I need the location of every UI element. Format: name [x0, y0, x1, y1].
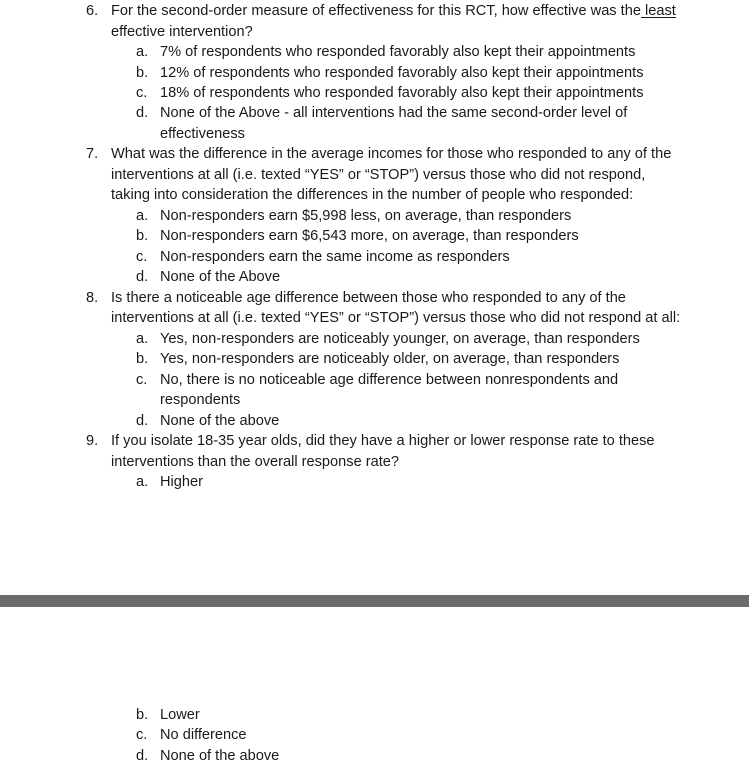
- option-text: None of the above: [160, 413, 280, 429]
- option-letter: c.: [136, 372, 148, 388]
- question-number: 6.: [86, 3, 99, 19]
- option-text: None of the Above: [160, 269, 281, 285]
- document-page-bottom: [0, 607, 749, 768]
- option-letter: b.: [136, 65, 149, 81]
- option-text: Yes, non-responders are noticeably older, on average, than responders: [160, 351, 620, 367]
- option-letter: c.: [136, 727, 148, 743]
- page-break-divider: [0, 595, 749, 607]
- option-text: None of the above: [160, 748, 280, 764]
- option-text: No, there is no noticeable age difference between nonrespondents and: [160, 372, 619, 388]
- option-letter: d.: [136, 748, 149, 764]
- question-text-line: If you isolate 18-35 year olds, did they have a higher or lower response rate to these: [111, 433, 655, 449]
- option-text: Lower: [160, 707, 200, 723]
- option-letter: b.: [136, 351, 149, 367]
- option-letter: d.: [136, 413, 149, 429]
- question-number: 7.: [86, 146, 99, 162]
- question-text-line: interventions at all (i.e. texted “YES” or “STOP”) versus those who did not respond,: [111, 167, 646, 183]
- underlined-word: least: [640, 3, 676, 19]
- option-text: No difference: [160, 727, 247, 743]
- option-text: Non-responders earn the same income as responders: [160, 249, 510, 265]
- option-text: 7% of respondents who responded favorably also kept their appointments: [160, 44, 636, 60]
- option-letter: b.: [136, 707, 149, 723]
- option-text: Yes, non-responders are noticeably younger, on average, than responders: [160, 331, 640, 347]
- option-letter: a.: [136, 44, 149, 60]
- option-letter: a.: [136, 331, 149, 347]
- question-text-line: interventions at all (i.e. texted “YES” or “STOP”) versus those who did not respond at all:: [111, 310, 681, 326]
- question-text-line: Is there a noticeable age difference between those who responded to any of the: [111, 290, 626, 306]
- option-letter: a.: [136, 474, 149, 490]
- option-text: 18% of respondents who responded favorably also kept their appointments: [160, 85, 644, 101]
- option-letter: b.: [136, 228, 149, 244]
- option-text: effectiveness: [160, 126, 245, 142]
- option-text: Non-responders earn $5,998 less, on average, than responders: [160, 208, 572, 224]
- question-number: 9.: [86, 433, 99, 449]
- option-text: 12% of respondents who responded favorably also kept their appointments: [160, 65, 644, 81]
- question-text-line: What was the difference in the average incomes for those who responded to any of the: [111, 146, 672, 162]
- question-text-line: For the second-order measure of effectiveness for this RCT, how effective was the least: [111, 3, 676, 19]
- question-text-line: taking into consideration the differences in the number of people who responded:: [111, 187, 634, 203]
- option-letter: c.: [136, 249, 148, 265]
- option-text: None of the Above - all interventions had the same second-order level of: [160, 105, 628, 121]
- option-letter: a.: [136, 208, 149, 224]
- option-letter: d.: [136, 269, 149, 285]
- option-text: Higher: [160, 474, 203, 490]
- option-letter: c.: [136, 85, 148, 101]
- option-text: Non-responders earn $6,543 more, on average, than responders: [160, 228, 579, 244]
- question-text-line: effective intervention?: [111, 24, 253, 40]
- question-number: 8.: [86, 290, 99, 306]
- question-text-line: interventions than the overall response rate?: [111, 454, 399, 470]
- option-letter: d.: [136, 105, 149, 121]
- option-text: respondents: [160, 392, 241, 408]
